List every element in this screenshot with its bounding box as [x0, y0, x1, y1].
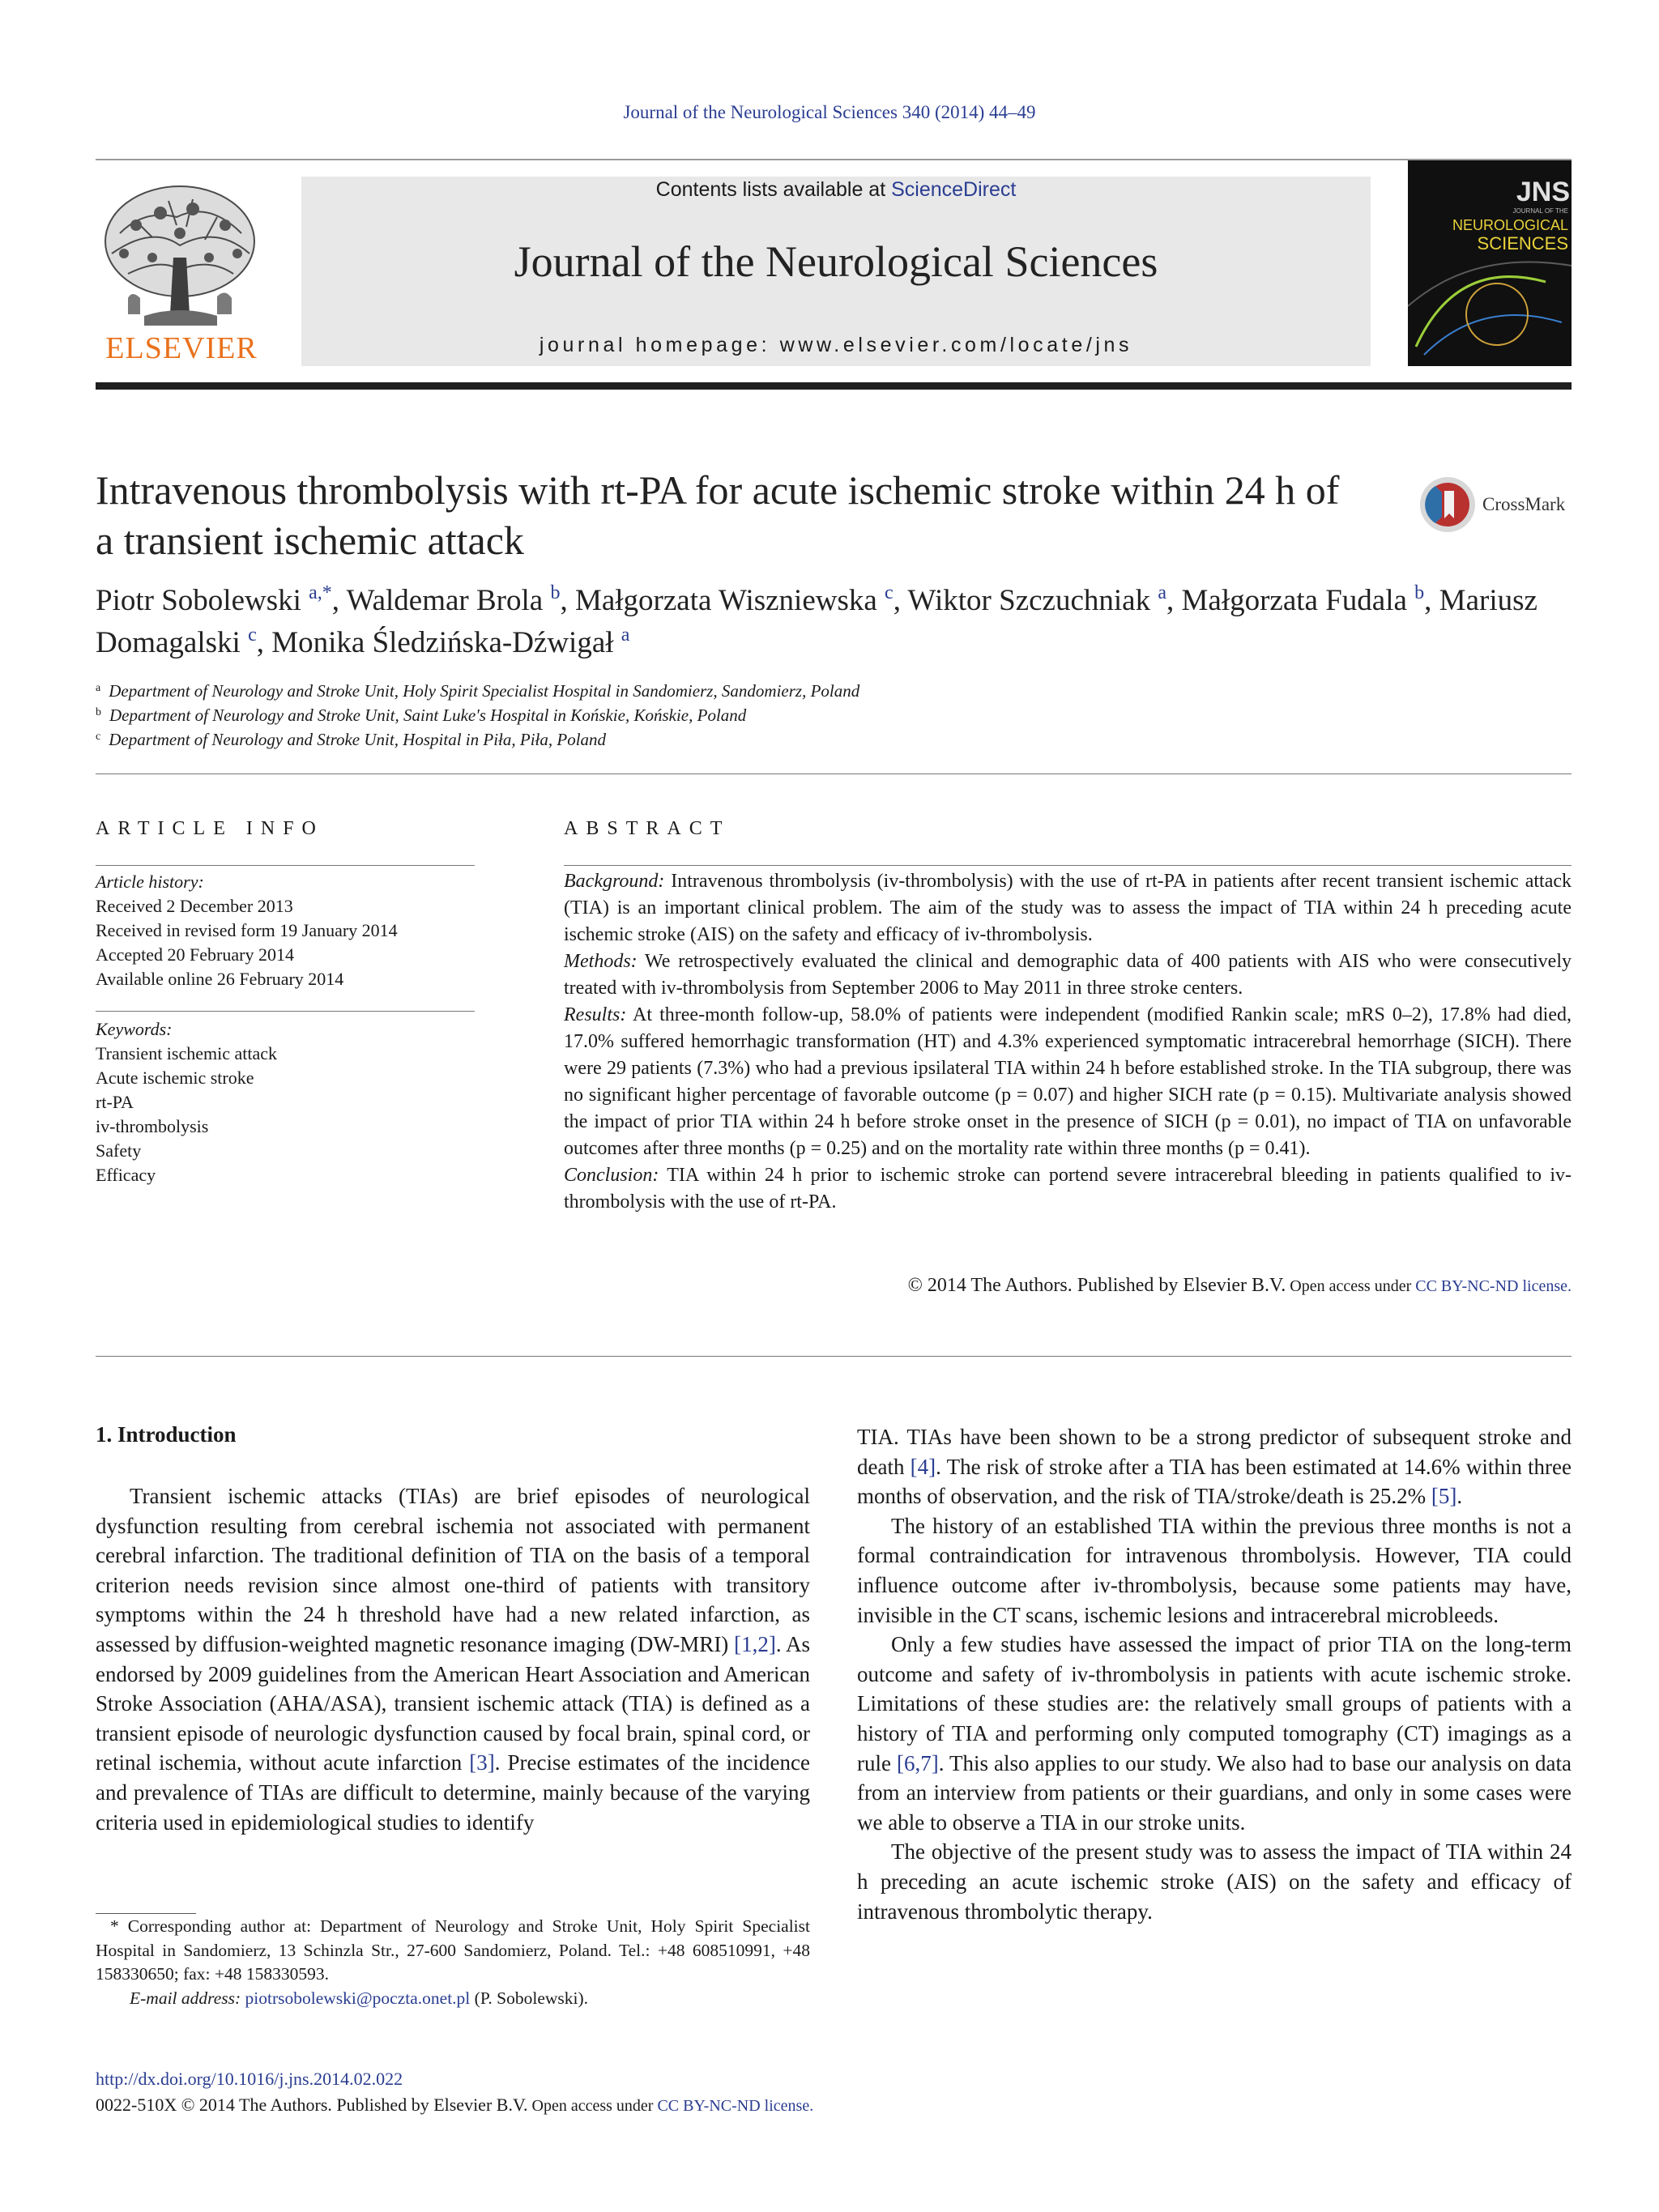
abstract-section	[564, 868, 1572, 948]
author-separator: ,	[560, 584, 575, 617]
body-text: Only a few studies have assessed the impact of prior TIA on the long-term outcome and safety of iv-thrombolysis in patients with acute ischemic stroke. Limitations of these studies are: the relatively small groups of patients with a history of TIA and performing only computed tomography (CT) imagings as a rule	[857, 1632, 1572, 1775]
abstract-section-label: Methods:	[564, 951, 638, 972]
article-title: Intravenous thrombolysis with rt-PA for acute ischemic stroke within 24 h of a transient ischemic attack	[96, 467, 1340, 563]
abstract-section-text: Intravenous thrombolysis (iv-thrombolysis) with the use of rt-PA in patients after recent transient ischemic attack (TIA) is an important clinical problem. The aim of the study was to assess the impact of TIA within 24 h preceding acute ischemic stroke (AIS) on the safety and efficacy of iv-thrombolysis.	[564, 871, 1572, 945]
section-heading-introduction: 1. Introduction	[96, 1422, 237, 1447]
abstract-section	[564, 1162, 1572, 1216]
author-list	[96, 580, 1578, 664]
email-link[interactable]: piotrsobolewski@poczta.onet.pl	[245, 1988, 471, 2008]
affiliation-text: Department of Neurology and Stroke Unit, Holy Spirit Specialist Hospital in Sandomierz, Sandomierz, Poland	[109, 681, 860, 701]
cover-abbrev: JNS	[1516, 177, 1570, 207]
abstract-section-label: Conclusion:	[564, 1165, 659, 1186]
abstract-section-label: Results:	[564, 1004, 627, 1025]
affiliation-text: Department of Neurology and Stroke Unit, Saint Luke's Hospital in Końskie, Końskie, Poland	[109, 705, 747, 725]
body-column-left	[96, 1481, 810, 1837]
body-text: . Precise estimates of the incidence and prevalence of TIAs are difficult to determine, mainly because of the varying criteria used in epidemiological studies to identify	[96, 1750, 810, 1835]
author-name: Monika Śledzińska-Dźwigał	[271, 626, 621, 659]
abstract-section	[564, 948, 1572, 1002]
affiliation	[96, 727, 1311, 752]
keyword-item: Safety	[96, 1140, 142, 1161]
issn-line: 0022-510X © 2014 The Authors. Published by Elsevier B.V. Open access under CC BY-NC-ND license.	[96, 2095, 814, 2115]
affiliation-label: b	[96, 706, 101, 718]
body-text: . This also applies to our study. We also had to base our analysis on data from an interview from patients or their guardians, and only in some cases were we able to observe a TIA in our stroke units.	[857, 1750, 1572, 1835]
info-rule	[96, 1011, 475, 1012]
history-label: Article history:	[96, 872, 204, 892]
affiliation-mark[interactable]: a	[1158, 582, 1166, 603]
history-item: Available online 26 February 2014	[96, 969, 344, 989]
body-column-right	[857, 1422, 1572, 1926]
body-text: The history of an established TIA within the previous three months is not a formal contraindication for intravenous thrombolysis. However, TIA could influence outcome after iv-thrombolysis, because some patients may have, invisible in the CT scans, ischemic lesions and intracerebral microbleeds.	[857, 1513, 1572, 1627]
affiliation-mark[interactable]: a	[621, 624, 630, 646]
affiliation-label: a	[96, 682, 101, 694]
author-name: Mariusz Domagalski	[96, 584, 1537, 659]
elsevier-logo	[96, 177, 264, 363]
author-separator: ,	[256, 626, 272, 659]
affiliation-mark[interactable]: b	[1414, 582, 1425, 603]
body-text: . As endorsed by 2009 guidelines from the American Heart Association and American Stroke Association (AHA/ASA), transient ischemic attack (TIA) is defined as a transient episode of neurologic dysfunction caused by focal brain, spinal cord, or retinal ischemia, without acute infarction	[96, 1631, 810, 1775]
article-info-heading: ARTICLE INFO	[96, 818, 324, 839]
body-paragraph	[96, 1481, 810, 1837]
history-item: Received in revised form 19 January 2014	[96, 920, 398, 940]
body-text: TIA. TIAs have been shown to be a strong predictor of subsequent stroke and death	[857, 1425, 1572, 1479]
affiliation-mark[interactable]: a,*	[309, 582, 332, 603]
author-separator: ,	[1166, 584, 1182, 617]
abstract-rule	[564, 865, 1572, 866]
affiliation-label: c	[96, 731, 101, 743]
crossmark-icon	[1418, 475, 1478, 535]
keyword-item: Acute ischemic stroke	[96, 1068, 254, 1088]
body-paragraph	[857, 1511, 1572, 1630]
history-list	[96, 894, 476, 991]
affiliation	[96, 679, 1311, 703]
author-separator: ,	[331, 584, 347, 617]
license-link[interactable]: CC BY-NC-ND license.	[657, 2097, 814, 2115]
keyword-item: Efficacy	[96, 1165, 156, 1185]
keyword-list	[96, 1042, 476, 1187]
author-separator: ,	[1424, 584, 1439, 617]
cover-line2: SCIENCES	[1477, 233, 1568, 254]
corresponding-author-footnote: * Corresponding author at: Department of Neurology and Stroke Unit, Holy Spirit Specialist Hospital in Sandomierz, 13 Schinzla Str., 27-600 Sandomierz, Poland. Tel.: +48 608510991, +48 158330650; fax: +48 158330593. E-mail address: piotrsobolewski@poczta.onet.pl (P. Sobolewski).	[96, 1916, 810, 2008]
author-name: Waldemar Brola	[346, 584, 551, 617]
body-text: . The risk of stroke after a TIA has been estimated at 14.6% within three months of observation, and the risk of TIA/stroke/death is 25.2%	[857, 1454, 1572, 1509]
keyword-item: rt-PA	[96, 1092, 134, 1112]
header-rule	[96, 159, 1572, 160]
reference-link[interactable]: [4]	[910, 1454, 936, 1479]
author-name: Małgorzata Wiszniewska	[574, 584, 885, 617]
journal-homepage-link[interactable]: journal homepage: www.elsevier.com/locate/jns	[539, 334, 1133, 356]
abstract-text	[564, 868, 1572, 1216]
reference-link[interactable]: [5]	[1431, 1484, 1457, 1509]
body-paragraph	[857, 1422, 1572, 1511]
affiliation-text: Department of Neurology and Stroke Unit, Hospital in Piła, Piła, Poland	[109, 730, 607, 749]
affiliation	[96, 703, 1311, 727]
abstract-heading: ABSTRACT	[564, 818, 731, 839]
cover-small-text: JOURNAL OF THE	[1512, 207, 1568, 215]
crossmark-button[interactable]	[1418, 475, 1572, 535]
abstract-section	[564, 1002, 1572, 1162]
reference-link[interactable]: [6,7]	[897, 1750, 939, 1775]
journal-cover	[1408, 160, 1572, 366]
history-item: Accepted 20 February 2014	[96, 944, 294, 965]
author-name: Wiktor Szczuchniak	[907, 584, 1158, 617]
affiliation-mark[interactable]: b	[550, 582, 561, 603]
abstract-section-text: TIA within 24 h prior to ischemic stroke can portend severe intracerebral bleeding in patients qualified to iv-thrombolysis with the use of rt-PA.	[564, 1165, 1572, 1213]
doi-link[interactable]: http://dx.doi.org/10.1016/j.jns.2014.02.022	[96, 2069, 403, 2089]
contents-line: Contents lists available at ScienceDirect	[655, 178, 1017, 201]
abstract-section-label: Background:	[564, 871, 665, 892]
keyword-item: iv-thrombolysis	[96, 1116, 209, 1136]
abstract-copyright: © 2014 The Authors. Published by Elsevier B.V. Open access under CC BY-NC-ND license.	[907, 1275, 1572, 1296]
author-name: Piotr Sobolewski	[96, 584, 309, 617]
license-link[interactable]: CC BY-NC-ND license.	[1415, 1277, 1572, 1295]
publisher-wordmark: ELSEVIER	[105, 331, 258, 365]
keyword-item: Transient ischemic attack	[96, 1043, 278, 1063]
affiliation-mark[interactable]: c	[248, 624, 257, 646]
footnote-rule	[96, 1913, 196, 1914]
cover-line1: NEUROLOGICAL	[1452, 217, 1568, 233]
body-paragraph	[857, 1837, 1572, 1926]
body-text: The objective of the present study was to assess the impact of TIA within 24 h preceding an acute ischemic stroke (AIS) on the safety and efficacy of intravenous thrombolytic therapy.	[857, 1839, 1572, 1924]
keywords-label: Keywords:	[96, 1019, 173, 1039]
journal-citation-link[interactable]: Journal of the Neurological Sciences 340 (2014) 44–49	[623, 102, 1036, 122]
history-item: Received 2 December 2013	[96, 896, 293, 916]
reference-link[interactable]: [1,2]	[734, 1631, 776, 1656]
article-history	[96, 870, 476, 991]
keywords	[96, 1017, 476, 1187]
crossmark-label: CrossMark	[1482, 494, 1566, 514]
affiliation-list	[96, 679, 1311, 752]
body-text: .	[1456, 1484, 1463, 1509]
sciencedirect-link[interactable]: ScienceDirect	[891, 178, 1017, 201]
affiliation-mark[interactable]: c	[885, 582, 893, 603]
abstract-bottom-rule	[96, 1356, 1572, 1357]
abstract-section-text: At three-month follow-up, 58.0% of patients were independent (modified Rankin scale; mRS 0–2), 17.8% had died, 17.0% suffered hemorrhagic transformation (HT) and 4.3% experienced symptomatic intracerebral hemorrhage (SICH). There were 29 patients (7.3%) who had a previous ipsilateral TIA within 24 h before established stroke. In the TIA subgroup, there was no significant higher percentage of favorable outcome (p = 0.07) and higher SICH rate (p = 0.15). Multivariate analysis showed the impact of prior TIA within 24 h before stroke onset in the presence of SICH (p = 0.01), no impact of TIA on unfavorable outcomes after three months (p = 0.25) and on the mortality rate within three months (p = 0.41).	[564, 1004, 1572, 1159]
reference-link[interactable]: [3]	[469, 1750, 495, 1775]
journal-title: Journal of the Neurological Sciences	[514, 237, 1158, 286]
info-rule	[96, 865, 475, 866]
body-text: Transient ischemic attacks (TIAs) are brief episodes of neurological dysfunction resulting from cerebral ischemia not associated with permanent cerebral infarction. The traditional definition of TIA on the basis of a temporal criterion needs revision since almost one-third of patients with transitory symptoms within the 24 h threshold have had a new related infarction, as assessed by diffusion-weighted magnetic resonance imaging (DW-MRI)	[96, 1484, 810, 1656]
header-thick-rule	[96, 382, 1572, 390]
author-name: Małgorzata Fudala	[1181, 584, 1415, 617]
body-paragraph	[857, 1630, 1572, 1837]
author-separator: ,	[893, 584, 908, 617]
abstract-section-text: We retrospectively evaluated the clinical and demographic data of 400 patients with AIS who were consecutively treated with iv-thrombolysis from September 2006 to May 2011 in three stroke centers.	[564, 951, 1572, 999]
